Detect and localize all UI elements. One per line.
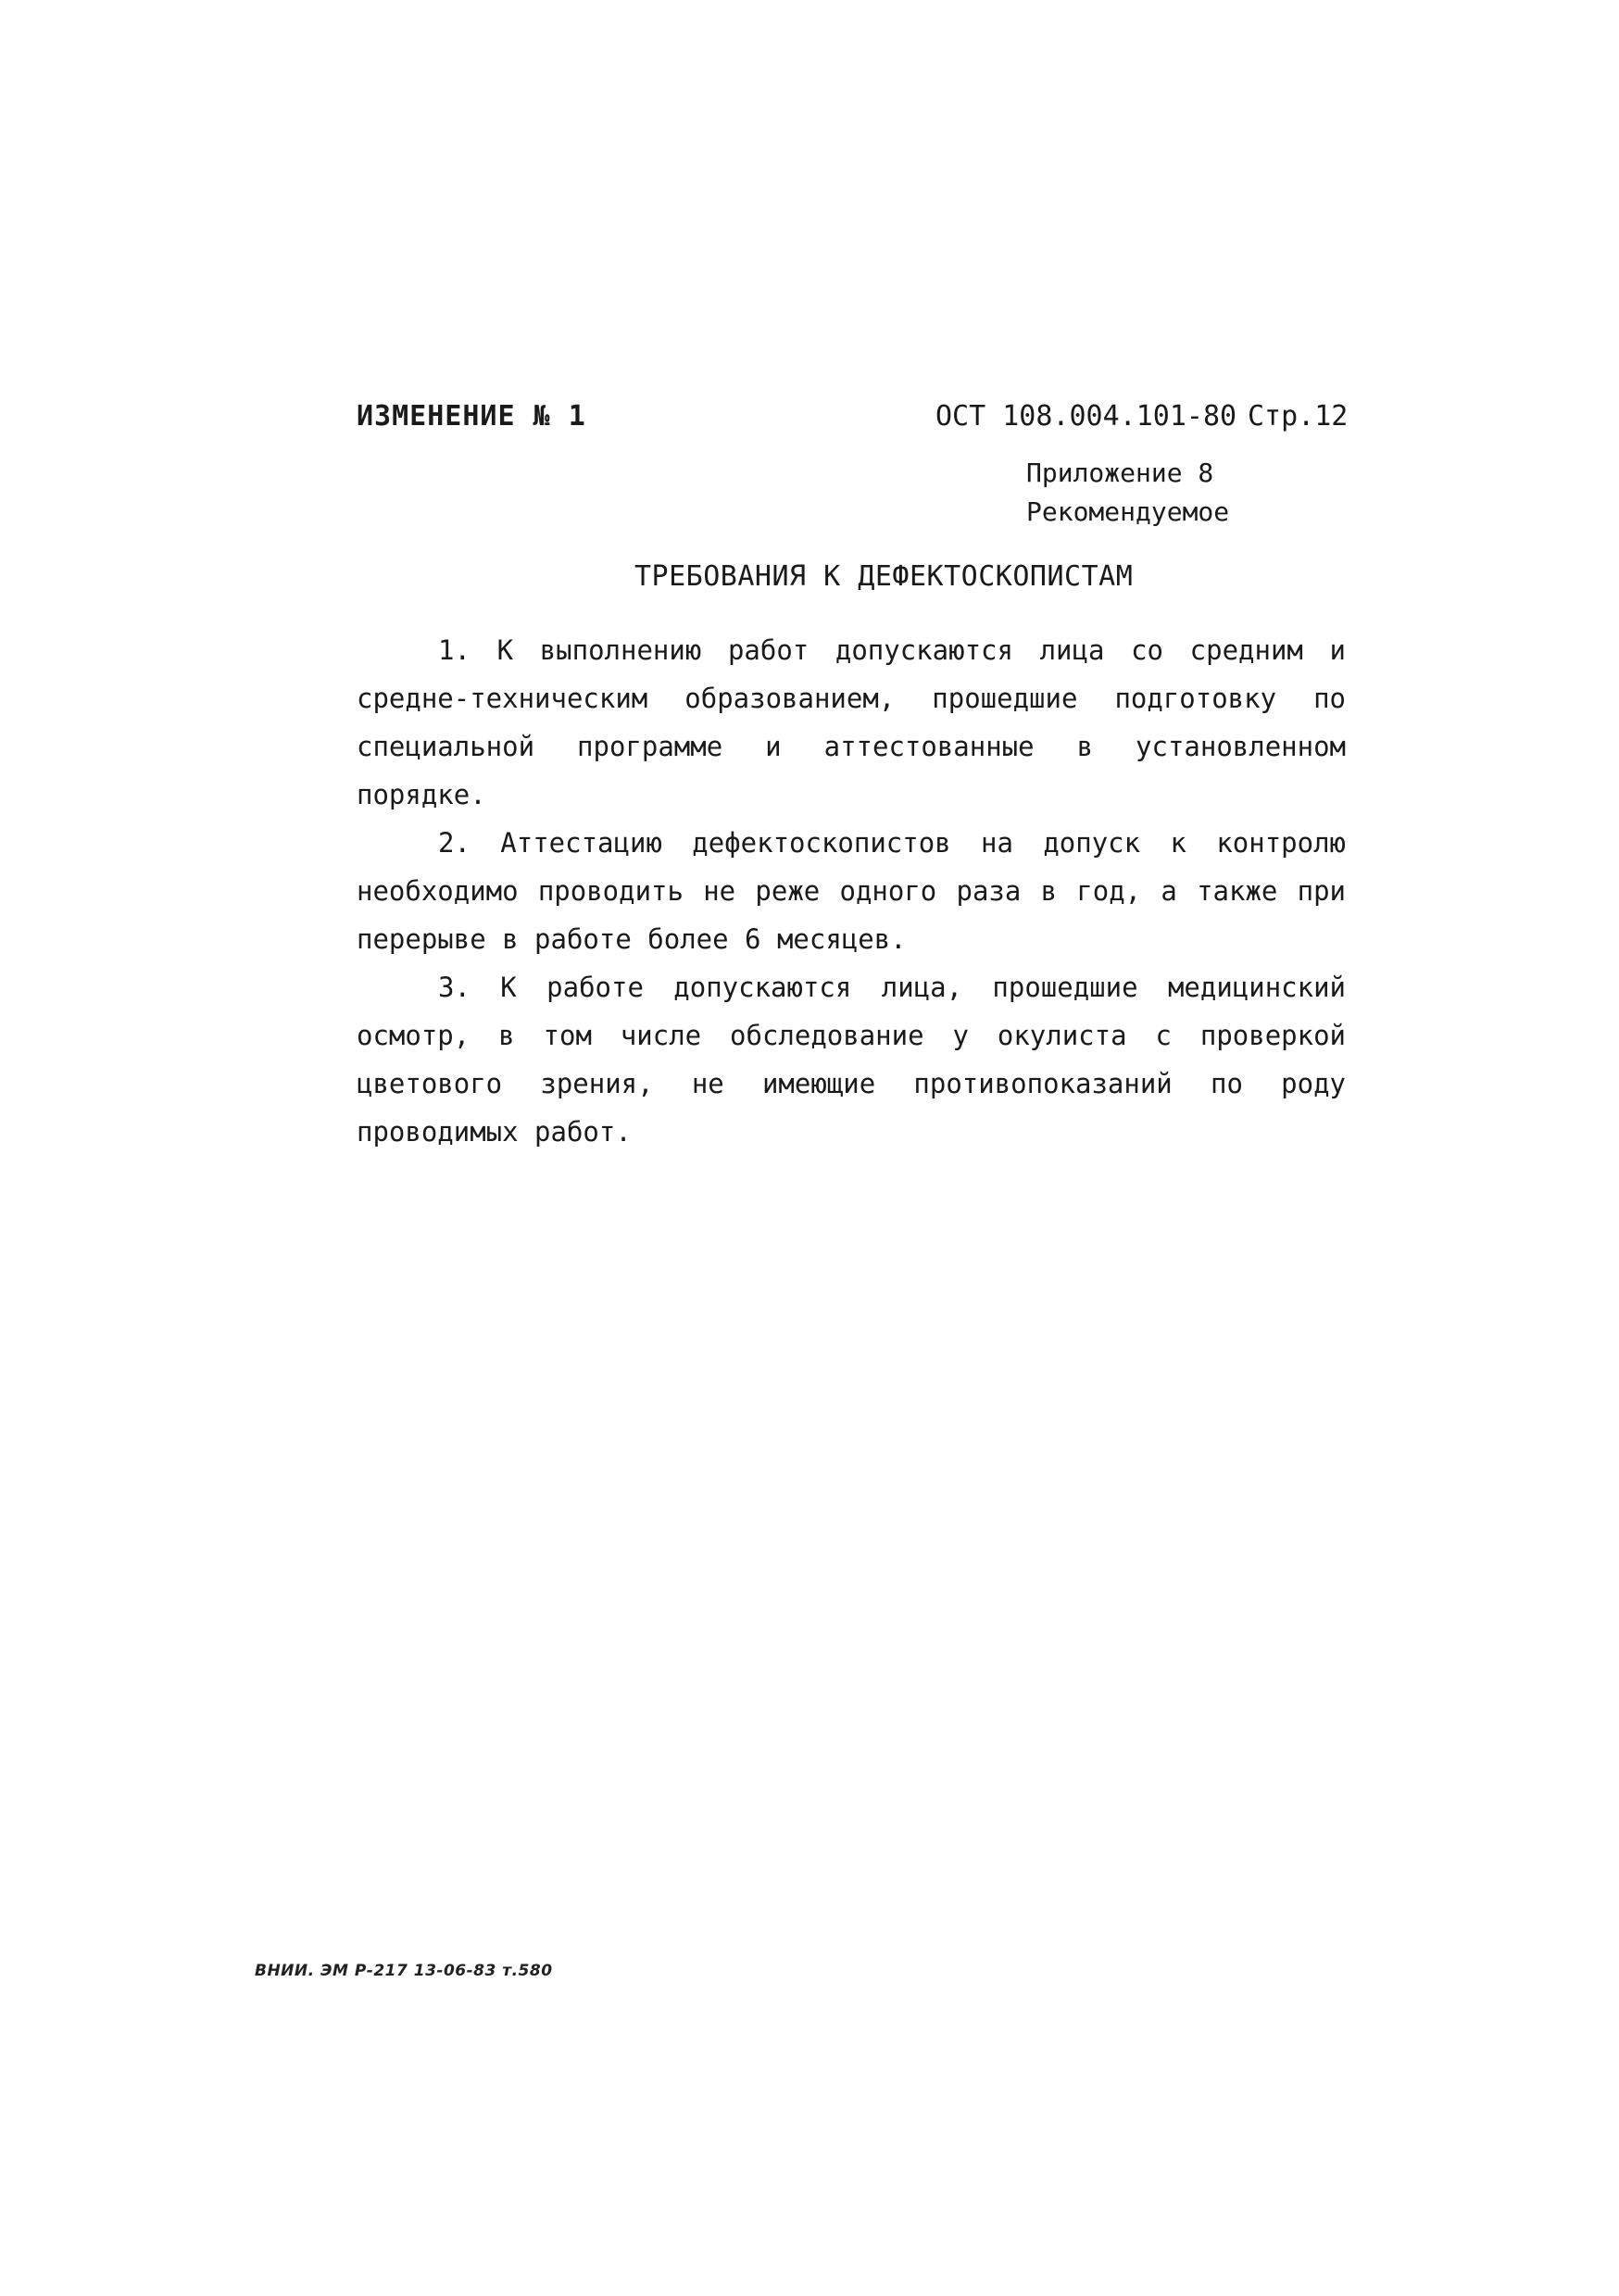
requirements-list	[357, 626, 1346, 1156]
appendix-block	[1026, 454, 1229, 532]
appendix-status: Рекомендуемое	[1026, 496, 1230, 527]
change-label: ИЗМЕНЕНИЕ № 1	[357, 400, 586, 433]
requirement-paragraph-1: 1. К выполнению работ допускаются лица со средним и средне-техническим образованием, прошедшие подготовку по специальной программе и аттестованные в установленном порядке.	[357, 634, 1346, 810]
requirement-paragraph-2: 2. Аттестацию дефектоскопистов на допуск к контролю необходимо проводить не реже одного раза в год, а также при перерыве в работе более 6 месяцев.	[357, 827, 1346, 955]
appendix-number: Приложение 8	[1026, 458, 1214, 488]
print-footer: ВНИИ. ЭМ Р-217 13-06-83 т.580	[255, 1962, 553, 1980]
document-code: ОСТ 108.004.101-80	[935, 400, 1237, 433]
requirement-paragraph-3: 3. К работе допускаются лица, прошедшие медицинский осмотр, в том числе обследование у окулиста с проверкой цветового зрения, не имеющие противопоказаний по роду проводимых работ.	[357, 972, 1346, 1148]
page-number: Стр.12	[1248, 400, 1349, 433]
page-title: ТРЕБОВАНИЯ К ДЕФЕКТОСКОПИСТАМ	[634, 560, 1134, 593]
